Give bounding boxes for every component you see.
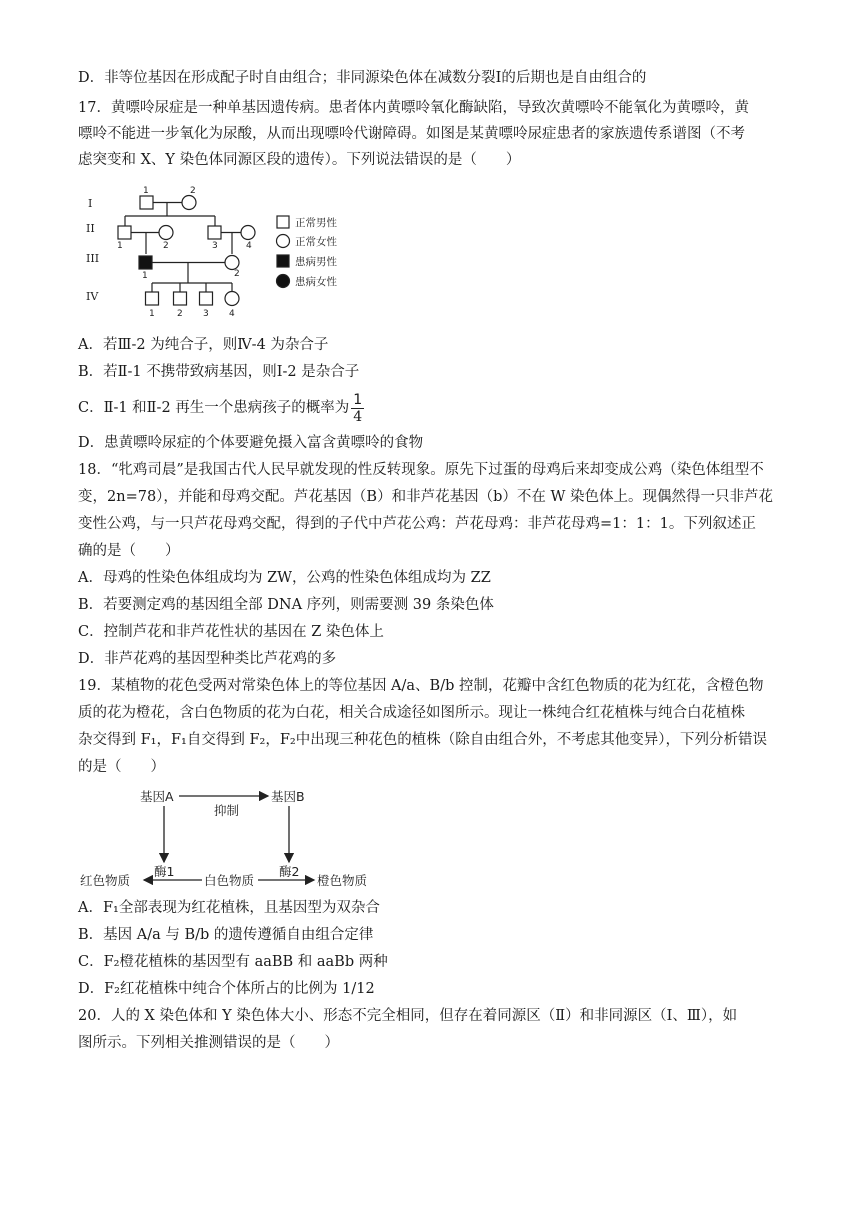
gen-label-iv: IV — [86, 290, 99, 303]
q17-option-c-fraction — [351, 392, 364, 425]
q17-stem-line-1: 17．黄嘌呤尿症是一种单基因遗传病。患者体内黄嘌呤氧化酶缺陷，导致次黄嘌呤不能氧化为黄嘌呤，黄 — [78, 100, 749, 116]
q19-stem-line-2: 质的花为橙花，含白色物质的花为白花，相关合成途径如图所示。现让一株纯合红花植株与纯合白花植株 — [78, 705, 745, 721]
q19-option-d: D．F₂红花植株中纯合个体所占的比例为 1/12 — [78, 981, 375, 997]
legend-normal-male-icon — [277, 216, 289, 228]
q17-stem-line-3: 虑突变和 X、Y 染色体同源区段的遗传）。下列说法错误的是（ ） — [78, 152, 521, 168]
num-i-2: 2 — [190, 186, 196, 196]
q18-stem-line-2: 变，2n=78），并能和母鸡交配。芦花基因（B）和非芦花基因（b）不在 W 染色体上。现偶然得一只非芦花 — [78, 489, 773, 505]
num-ii-2: 2 — [163, 241, 169, 251]
num-iii-1: 1 — [142, 271, 148, 281]
legend-affected-male-icon — [277, 255, 289, 267]
legend-normal-male: 正常男性 — [295, 217, 337, 229]
i-1-normal-male — [140, 196, 153, 209]
pathway-diagram — [78, 784, 398, 894]
num-ii-4: 4 — [246, 241, 252, 251]
enzyme-1-label: 酶1 — [154, 864, 175, 879]
legend-affected-female-icon — [277, 275, 290, 288]
pedigree-chart — [80, 180, 380, 320]
legend-normal-female: 正常女性 — [295, 236, 337, 248]
num-i-1: 1 — [143, 186, 149, 196]
iv-3-normal-male — [200, 292, 213, 305]
legend-affected-female: 患病女性 — [295, 276, 337, 288]
q17-option-a: A．若Ⅲ-2 为纯合子，则Ⅳ-4 为杂合子 — [78, 337, 329, 353]
q19-stem-line-4: 的是（ ） — [78, 759, 165, 775]
q17-option-d: D．患黄嘌呤尿症的个体要避免摄入富含黄嘌呤的食物 — [78, 435, 424, 451]
inhibit-label: 抑制 — [214, 803, 240, 818]
q20-stem-line-1: 20．人的 X 染色体和 Y 染色体大小、形态不完全相同，但存在着同源区（Ⅱ）和非同源区（Ⅰ、Ⅲ），如 — [78, 1008, 738, 1024]
fraction-denominator: 4 — [353, 408, 363, 425]
num-ii-3: 3 — [212, 241, 218, 251]
num-iv-4: 4 — [229, 309, 235, 319]
red-substance-label: 红色物质 — [80, 873, 131, 888]
legend-affected-male: 患病男性 — [295, 256, 337, 268]
i-2-normal-female — [182, 196, 196, 210]
q17-option-c — [78, 388, 364, 428]
ii-2-normal-female — [159, 226, 173, 240]
gene-b-label: 基因B — [271, 789, 305, 804]
iv-2-normal-male — [174, 292, 187, 305]
num-iii-2: 2 — [234, 269, 240, 279]
q18-option-b: B．若要测定鸡的基因组全部 DNA 序列，则需要测 39 条染色体 — [78, 597, 494, 613]
q17-option-b: B．若Ⅱ-1 不携带致病基因，则Ⅰ-2 是杂合子 — [78, 364, 360, 380]
iv-4-normal-female — [225, 292, 239, 306]
num-iv-2: 2 — [177, 309, 183, 319]
legend-normal-female-icon — [277, 235, 290, 248]
q17-stem-line-2: 嘌呤不能进一步氧化为尿酸，从而出现嘌呤代谢障碍。如图是某黄嘌呤尿症患者的家族遗传系谱图（不考 — [78, 126, 745, 142]
num-iv-3: 3 — [203, 309, 209, 319]
iii-2-normal-female — [225, 256, 239, 270]
gen-label-iii: III — [86, 252, 100, 265]
gene-a-label: 基因A — [140, 789, 174, 804]
q19-option-b: B．基因 A/a 与 B/b 的遗传遵循自由组合定律 — [78, 927, 374, 943]
ii-4-normal-female — [241, 226, 255, 240]
q19-stem-line-3: 杂交得到 F₁，F₁自交得到 F₂，F₂中出现三种花色的植株（除自由组合外，不考虑其他变异），下列分析错误 — [78, 732, 767, 748]
iv-1-normal-male — [146, 292, 159, 305]
q18-stem-line-3: 变性公鸡，与一只芦花母鸡交配，得到的子代中芦花公鸡：芦花母鸡：非芦花母鸡=1：1：1。下列叙述正 — [78, 516, 756, 532]
q18-option-c: C．控制芦花和非芦花性状的基因在 Z 染色体上 — [78, 624, 384, 640]
q19-stem-line-1: 19．某植物的花色受两对常染色体上的等位基因 A/a、B/b 控制，花瓣中含红色物质的花为红花，含橙色物 — [78, 678, 764, 694]
q18-option-a: A．母鸡的性染色体组成均为 ZW，公鸡的性染色体组成均为 ZZ — [78, 570, 491, 586]
ii-3-normal-male — [208, 226, 221, 239]
q17-option-c-text: C．Ⅱ-1 和Ⅱ-2 再生一个患病孩子的概率为 — [78, 400, 350, 416]
fraction-numerator: 1 — [353, 391, 363, 408]
orange-substance-label: 橙色物质 — [317, 873, 368, 888]
ii-1-normal-male — [118, 226, 131, 239]
q16-option-d: D．非等位基因在形成配子时自由组合；非同源染色体在减数分裂Ⅰ的后期也是自由组合的 — [78, 70, 647, 86]
num-iv-1: 1 — [149, 309, 155, 319]
q20-stem-line-2: 图所示。下列相关推测错误的是（ ） — [78, 1035, 339, 1051]
num-ii-1: 1 — [117, 241, 123, 251]
gen-label-ii: II — [86, 222, 95, 235]
iii-1-affected-male — [139, 256, 152, 269]
enzyme-2-label: 酶2 — [279, 864, 300, 879]
white-substance-label: 白色物质 — [204, 873, 255, 888]
q19-option-c: C．F₂橙花植株的基因型有 aaBB 和 aaBb 两种 — [78, 954, 388, 970]
q19-option-a: A．F₁全部表现为红花植株，且基因型为双杂合 — [78, 900, 380, 916]
q18-stem-line-1: 18．“牝鸡司晨”是我国古代人民早就发现的性反转现象。原先下过蛋的母鸡后来却变成公鸡（染色体组型不 — [78, 462, 764, 478]
q18-option-d: D．非芦花鸡的基因型种类比芦花鸡的多 — [78, 651, 337, 667]
gen-label-i: I — [88, 197, 93, 210]
q18-stem-line-4: 确的是（ ） — [78, 543, 180, 559]
